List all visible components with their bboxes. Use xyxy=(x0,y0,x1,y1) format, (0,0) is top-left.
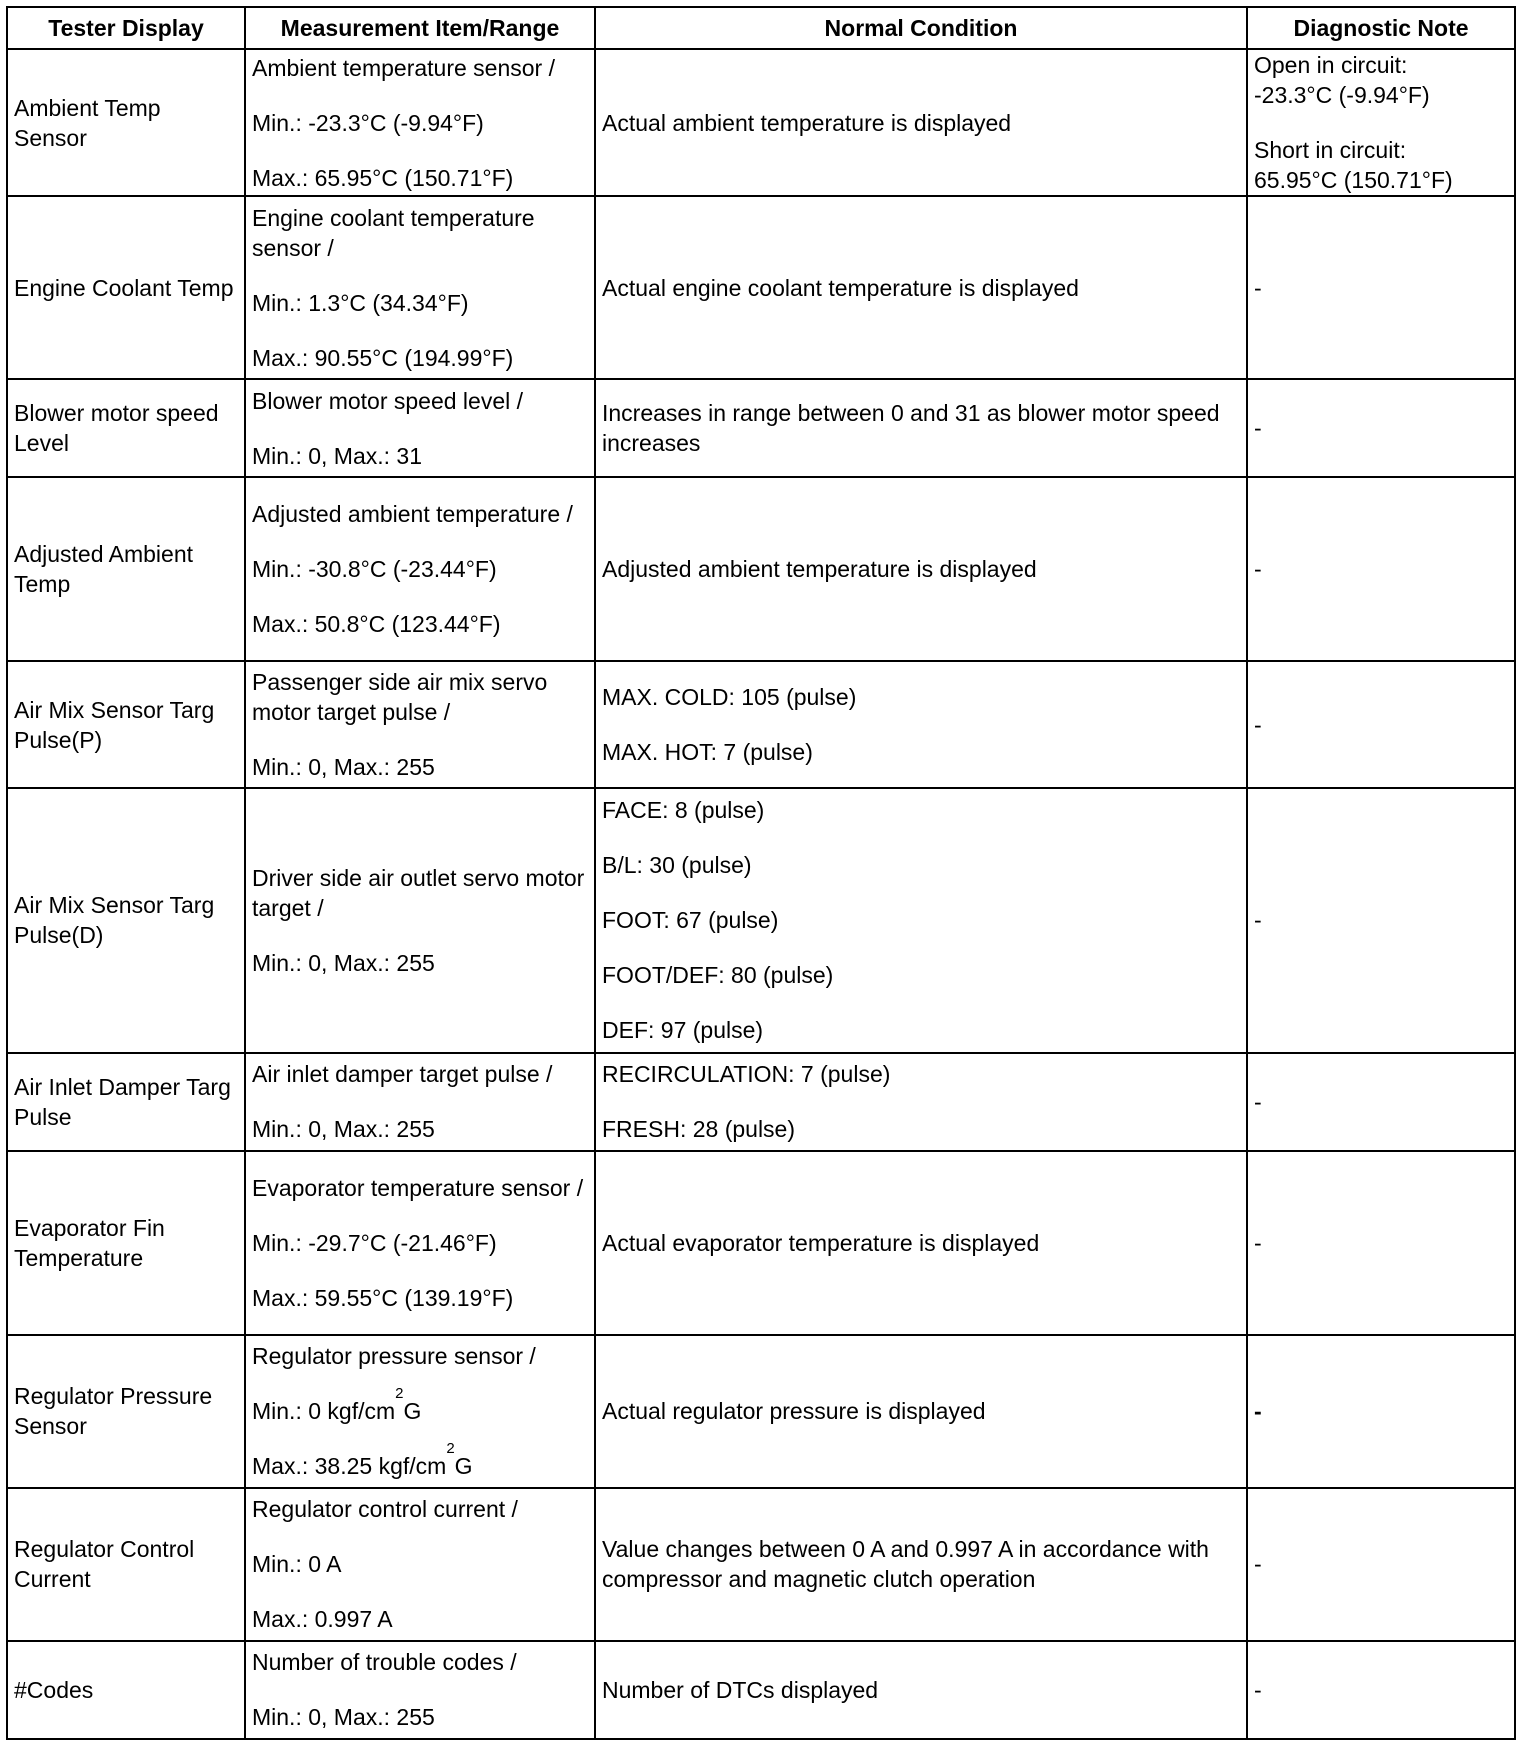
measurement-max-prefix: Max.: 38.25 kgf/cm xyxy=(252,1453,447,1480)
table-row xyxy=(7,788,1515,1052)
measurement-cell xyxy=(245,1488,595,1641)
measurement-line: Number of trouble codes / xyxy=(252,1649,517,1676)
table-row xyxy=(7,196,1515,379)
normal-condition-cell xyxy=(595,788,1247,1052)
normal-condition-line: FACE: 8 (pulse) xyxy=(602,797,765,824)
diagnostic-note-cell: - xyxy=(1247,1641,1515,1739)
tester-display-cell: Air Mix Sensor Targ Pulse(P) xyxy=(7,661,245,788)
measurement-line: Evaporator temperature sensor / xyxy=(252,1174,584,1201)
normal-condition-line: Actual engine coolant temperature is displayed xyxy=(602,274,1079,301)
measurement-line: Blower motor speed level / xyxy=(252,387,524,414)
measurement-line: Min.: 0, Max.: 255 xyxy=(252,1116,435,1143)
normal-condition-line: MAX. COLD: 105 (pulse) xyxy=(602,684,857,711)
header-diagnostic-note: Diagnostic Note xyxy=(1247,7,1515,49)
measurement-min-suffix: G xyxy=(403,1398,422,1425)
normal-condition-line: Actual regulator pressure is displayed xyxy=(602,1398,986,1425)
note-line: -23.3°C (-9.94°F) xyxy=(1254,82,1430,109)
note-line: 65.95°C (150.71°F) xyxy=(1254,167,1453,194)
diagnostic-note-cell: - xyxy=(1247,1053,1515,1151)
measurement-line: Max.: 90.55°C (194.99°F) xyxy=(252,344,514,371)
normal-condition-line: B/L: 30 (pulse) xyxy=(602,852,752,879)
measurement-line: Regulator pressure sensor / xyxy=(252,1343,536,1370)
measurement-cell xyxy=(245,379,595,477)
measurement-line: Min.: 1.3°C (34.34°F) xyxy=(252,289,469,316)
table-row xyxy=(7,661,1515,788)
measurement-cell xyxy=(245,788,595,1052)
normal-condition-cell xyxy=(595,661,1247,788)
measurement-min-prefix: Min.: 0 kgf/cm xyxy=(252,1398,396,1425)
measurement-line: Ambient temperature sensor / xyxy=(252,54,555,81)
superscript: 2 xyxy=(446,1440,455,1458)
table-row xyxy=(7,49,1515,196)
measurement-line: Min.: 0, Max.: 255 xyxy=(252,754,435,781)
normal-condition-cell xyxy=(595,1151,1247,1335)
normal-condition-line: RECIRCULATION: 7 (pulse) xyxy=(602,1061,891,1088)
normal-condition-line: FRESH: 28 (pulse) xyxy=(602,1116,796,1143)
table-row xyxy=(7,379,1515,477)
tester-display-cell: Regulator Pressure Sensor xyxy=(7,1335,245,1488)
diagnostic-note-cell: - xyxy=(1247,1335,1515,1488)
measurement-cell xyxy=(245,49,595,196)
header-tester-display: Tester Display xyxy=(7,7,245,49)
table-row xyxy=(7,1488,1515,1641)
normal-condition-line: Adjusted ambient temperature is displayed xyxy=(602,556,1037,583)
normal-condition-cell xyxy=(595,1641,1247,1739)
normal-condition-cell xyxy=(595,1488,1247,1641)
tester-display-cell: Regulator Control Current xyxy=(7,1488,245,1641)
normal-condition-line: Actual evaporator temperature is displayed xyxy=(602,1229,1040,1256)
tester-display-cell: Air Inlet Damper Targ Pulse xyxy=(7,1053,245,1151)
measurement-line: Max.: 0.997 A xyxy=(252,1606,393,1633)
measurement-line: Max.: 65.95°C (150.71°F) xyxy=(252,164,514,191)
normal-condition-line: Actual ambient temperature is displayed xyxy=(602,109,1012,136)
diagnostic-note-cell: - xyxy=(1247,379,1515,477)
measurement-line: Engine coolant temperature sensor / xyxy=(252,204,535,261)
measurement-line: Min.: 0, Max.: 255 xyxy=(252,1704,435,1731)
normal-condition-cell xyxy=(595,379,1247,477)
measurement-line: Min.: 0, Max.: 255 xyxy=(252,949,435,976)
diagnostic-spec-table xyxy=(6,6,1516,1740)
measurement-line: Min.: 0 A xyxy=(252,1551,342,1578)
superscript: 2 xyxy=(395,1385,404,1403)
measurement-line: Air inlet damper target pulse / xyxy=(252,1061,553,1088)
normal-condition-cell xyxy=(595,477,1247,661)
normal-condition-cell xyxy=(595,49,1247,196)
measurement-cell xyxy=(245,1151,595,1335)
measurement-line: Min.: -29.7°C (-21.46°F) xyxy=(252,1229,497,1256)
measurement-line: Regulator control current / xyxy=(252,1496,518,1523)
diagnostic-note-cell: - xyxy=(1247,477,1515,661)
tester-display-cell: #Codes xyxy=(7,1641,245,1739)
note-line: Open in circuit: xyxy=(1254,52,1408,79)
normal-condition-line: MAX. HOT: 7 (pulse) xyxy=(602,739,813,766)
measurement-line: Min.: -23.3°C (-9.94°F) xyxy=(252,109,484,136)
normal-condition-line: FOOT/DEF: 80 (pulse) xyxy=(602,962,834,989)
measurement-line: Min.: 0, Max.: 31 xyxy=(252,442,423,469)
measurement-cell xyxy=(245,661,595,788)
note-line: Short in circuit: xyxy=(1254,137,1407,164)
measurement-line: Max.: 59.55°C (139.19°F) xyxy=(252,1284,514,1311)
measurement-max-line xyxy=(252,1440,588,1481)
measurement-cell xyxy=(245,1053,595,1151)
measurement-line: Adjusted ambient temperature / xyxy=(252,501,573,528)
measurement-line: Max.: 50.8°C (123.44°F) xyxy=(252,611,501,638)
normal-condition-line: DEF: 97 (pulse) xyxy=(602,1017,764,1044)
table-row xyxy=(7,477,1515,661)
measurement-cell xyxy=(245,477,595,661)
measurement-max-suffix: G xyxy=(454,1453,473,1480)
diagnostic-note-cell: - xyxy=(1247,788,1515,1052)
normal-condition-cell xyxy=(595,1335,1247,1488)
measurement-line: Passenger side air mix servo motor target pulse / xyxy=(252,669,548,726)
header-measurement: Measurement Item/Range xyxy=(245,7,595,49)
measurement-min-line xyxy=(252,1385,588,1426)
table-row xyxy=(7,1641,1515,1739)
diagnostic-note-cell xyxy=(1247,49,1515,196)
measurement-line: Min.: -30.8°C (-23.44°F) xyxy=(252,556,497,583)
diagnostic-note-cell: - xyxy=(1247,196,1515,379)
normal-condition-cell xyxy=(595,196,1247,379)
diagnostic-note-cell: - xyxy=(1247,1151,1515,1335)
table-row xyxy=(7,1335,1515,1488)
normal-condition-line: FOOT: 67 (pulse) xyxy=(602,907,779,934)
normal-condition-line: Increases in range between 0 and 31 as blower motor speed increases xyxy=(602,400,1220,457)
tester-display-cell: Evaporator Fin Temperature xyxy=(7,1151,245,1335)
measurement-cell xyxy=(245,1335,595,1488)
normal-condition-line: Value changes between 0 A and 0.997 A in accordance with compressor and magnetic clutch operation xyxy=(602,1536,1209,1593)
measurement-cell xyxy=(245,196,595,379)
tester-display-cell: Air Mix Sensor Targ Pulse(D) xyxy=(7,788,245,1052)
table-row xyxy=(7,1053,1515,1151)
tester-display-cell: Ambient Temp Sensor xyxy=(7,49,245,196)
header-row xyxy=(7,7,1515,49)
table-row xyxy=(7,1151,1515,1335)
tester-display-cell: Blower motor speed Level xyxy=(7,379,245,477)
tester-display-cell: Engine Coolant Temp xyxy=(7,196,245,379)
measurement-line: Driver side air outlet servo motor target / xyxy=(252,864,585,921)
tester-display-cell: Adjusted Ambient Temp xyxy=(7,477,245,661)
normal-condition-cell xyxy=(595,1053,1247,1151)
header-normal-condition: Normal Condition xyxy=(595,7,1247,49)
diagnostic-note-cell: - xyxy=(1247,661,1515,788)
diagnostic-note-cell: - xyxy=(1247,1488,1515,1641)
measurement-cell xyxy=(245,1641,595,1739)
normal-condition-line: Number of DTCs displayed xyxy=(602,1676,879,1703)
